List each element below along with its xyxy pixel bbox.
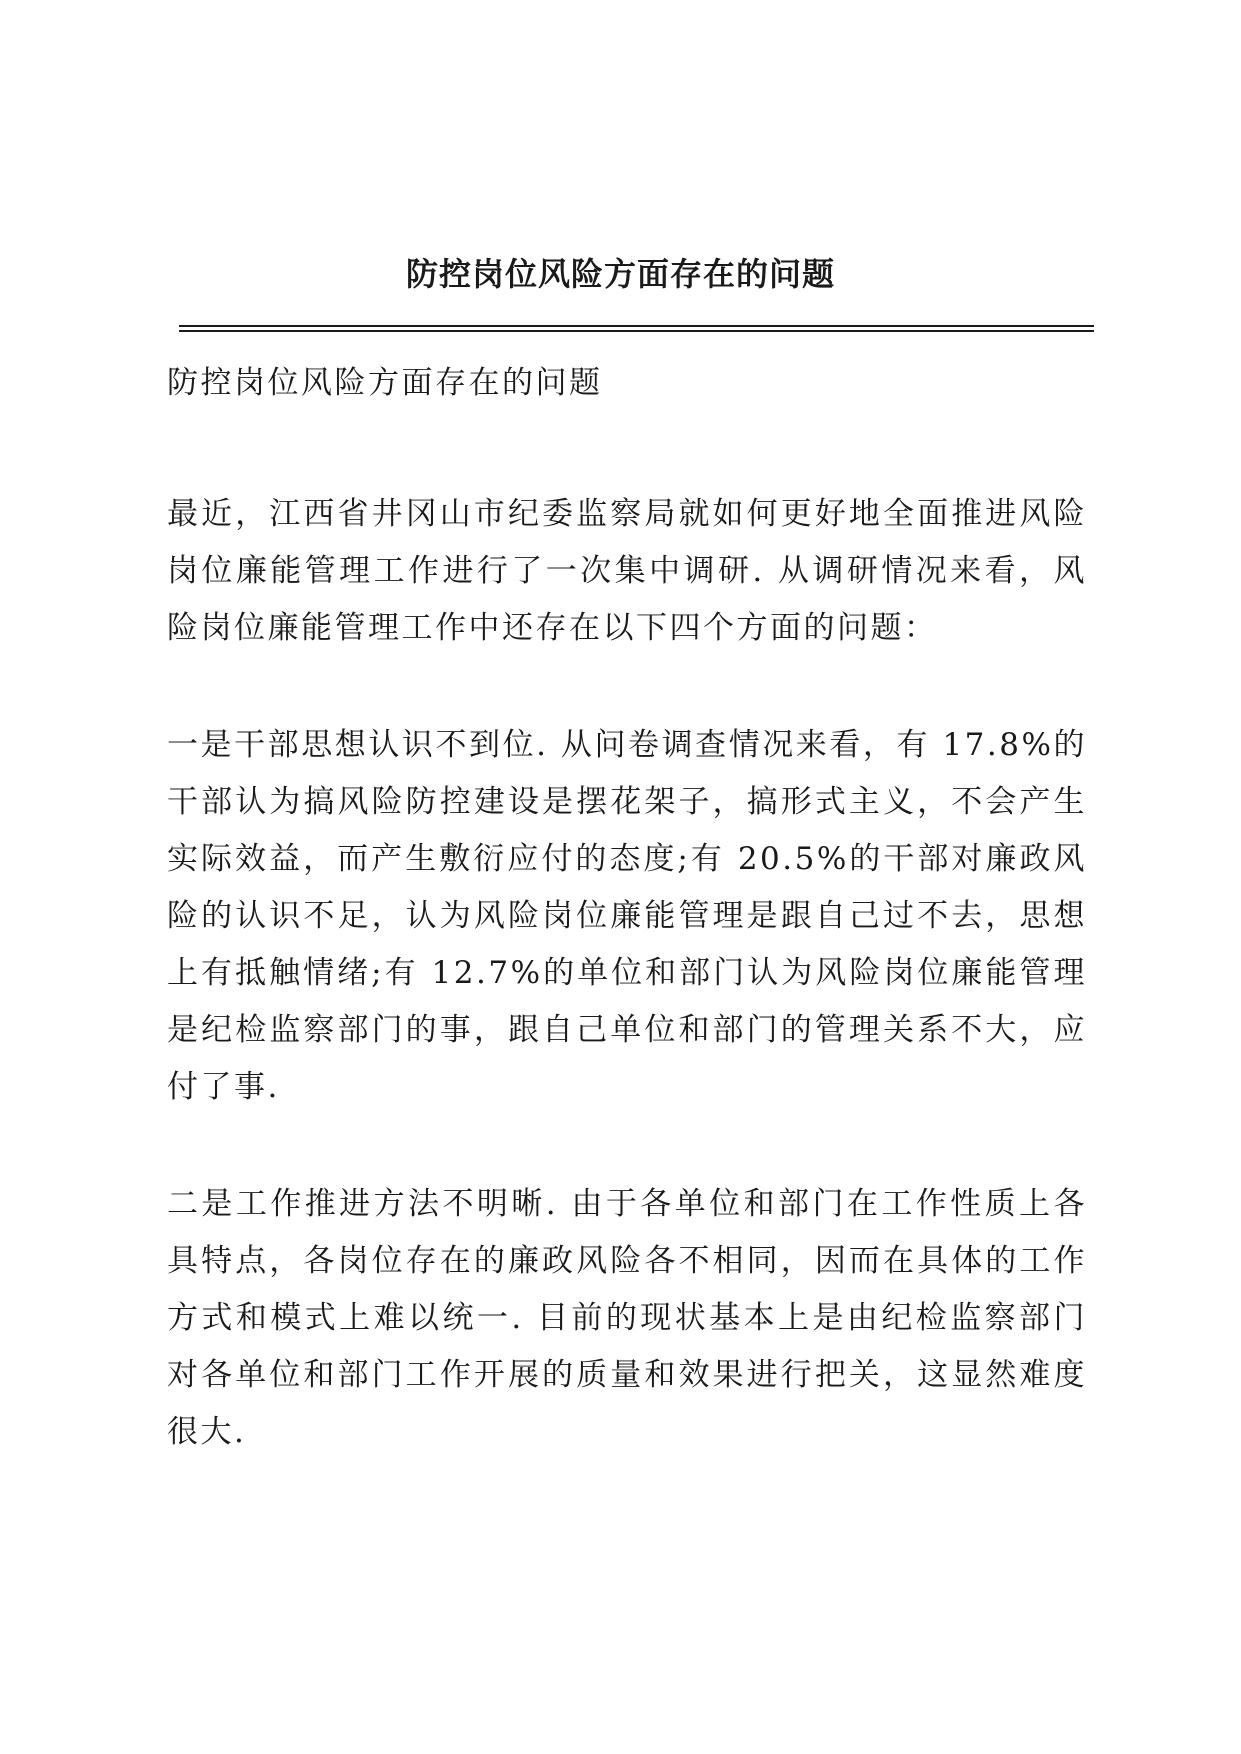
paragraph-intro: 最近，江西省井冈山市纪委监察局就如何更好地全面推进风险岗位廉能管理工作进行了一次集中调研. 从调研情况来看，风险岗位廉能管理工作中还存在以下四个方面的问题： [167, 496, 1087, 646]
document-title: 防控岗位风险方面存在的问题 [405, 255, 835, 293]
document-body [167, 355, 1087, 1521]
title-divider-bottom [179, 330, 1094, 332]
document-subtitle: 防控岗位风险方面存在的问题 [167, 365, 603, 401]
title-divider-top [179, 325, 1094, 327]
paragraph-point-two: 二是工作推进方法不明晰. 由于各单位和部门在工作性质上各具特点，各岗位存在的廉政风险各不相同，因而在具体的工作方式和模式上难以统一. 目前的现状基本上是由纪检监察部门对各单位和部门工作开展的质量和效果进行把关，这显然难度很大. [167, 1186, 1087, 1450]
paragraph-point-one: 一是干部思想认识不到位. 从问卷调查情况来看，有 17.8%的干部认为搞风险防控建设是摆花架子，搞形式主义，不会产生实际效益，而产生敷衍应付的态度;有 20.5%的干部对廉政风险的认识不足，认为风险岗位廉能管理是跟自己过不去，思想上有抵触情绪;有 12.7%的单位和部门认为风险岗位廉能管理是纪检监察部门的事，跟自己单位和部门的管理关系不大，应付了事. [167, 727, 1087, 1105]
